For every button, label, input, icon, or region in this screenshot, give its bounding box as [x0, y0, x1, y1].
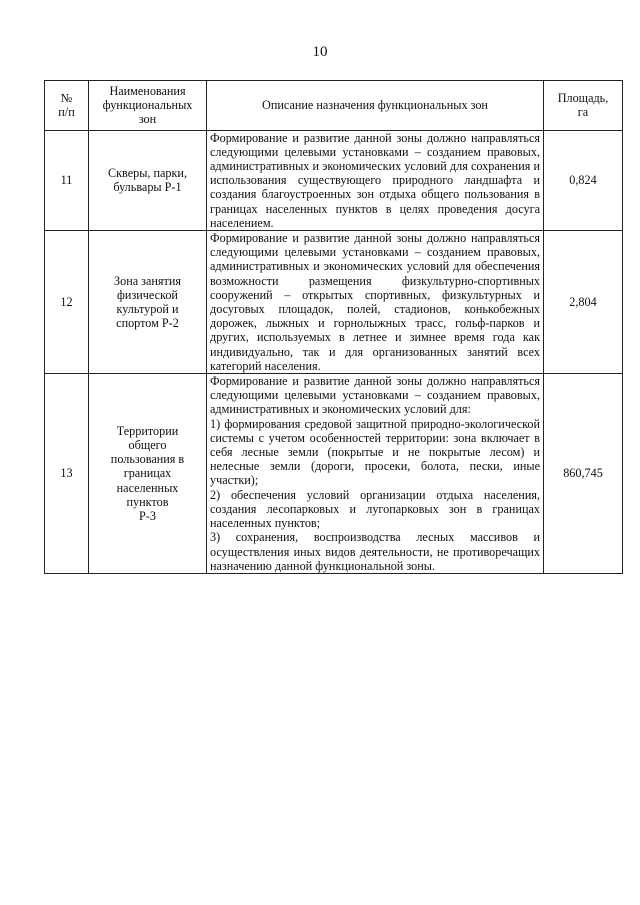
header-area: Площадь, га [544, 81, 623, 131]
description-paragraph: Формирование и развитие данной зоны должно направляться следующими целевыми установками – созданием правовых, административных и экономических условий для обеспечения возможности размещения физкультурно-спортивных сооружений – открытых спортивных, физкультурных и досуговых площадок, полей, стадионов, конькобежных дорожек, лыжных и горнолыжных трасс, гольф-парков и других, используемых в летнее и зимнее время года как индивидуально, так и для организованных занятий всех категорий населения. [210, 231, 540, 373]
page-number: 10 [312, 44, 328, 60]
zones-table [44, 80, 623, 574]
description-paragraph: 3) сохранения, воспроизводства лесных массивов и осуществления иных видов деятельности, не противоречащих назначению данной функциональной зоны. [210, 530, 540, 573]
zone-name: Территории общего пользования в границах населенных пунктов Р-3 [89, 374, 207, 574]
table-header-row [45, 81, 623, 131]
zone-name: Зона занятия физической культурой и спортом Р-2 [89, 231, 207, 374]
zone-area: 0,824 [544, 130, 623, 230]
description-paragraph: Формирование и развитие данной зоны должно направляться следующими целевыми установками – созданием правовых, административных и экономических условий для: [210, 374, 540, 417]
zone-description [207, 231, 544, 374]
header-desc: Описание назначения функциональных зон [207, 81, 544, 131]
row-number: 13 [45, 374, 89, 574]
zone-description [207, 374, 544, 574]
row-number: 11 [45, 130, 89, 230]
zone-area: 860,745 [544, 374, 623, 574]
table-row [45, 374, 623, 574]
header-name: Наименования функциональных зон [89, 81, 207, 131]
zone-description [207, 130, 544, 230]
zone-name: Скверы, парки, бульвары Р-1 [89, 130, 207, 230]
header-num: № п/п [45, 81, 89, 131]
description-paragraph: 1) формирования средовой защитной природно-экологической системы с учетом особенностей территории: зона включает в себя лесные земли (покрытые и не покрытые лесом) и нелесные земли (дороги, просеки, болота, пески, иные участки); [210, 416, 540, 488]
description-paragraph: 2) обеспечения условий организации отдыха населения, создания лесопарковых и лугопарковых зон в границах населенных пунктов; [210, 487, 540, 531]
table-row [45, 231, 623, 374]
table-row [45, 130, 623, 230]
row-number: 12 [45, 231, 89, 374]
description-paragraph: Формирование и развитие данной зоны должно направляться следующими целевыми установками – созданием правовых, административных и экономических условий для сохранения и использования существующего природного ландшафта и создания благоустроенных зон отдыха общего пользования в границах населенных пунктов в целях проведения досуга населением. [210, 130, 540, 230]
zone-area: 2,804 [544, 231, 623, 374]
